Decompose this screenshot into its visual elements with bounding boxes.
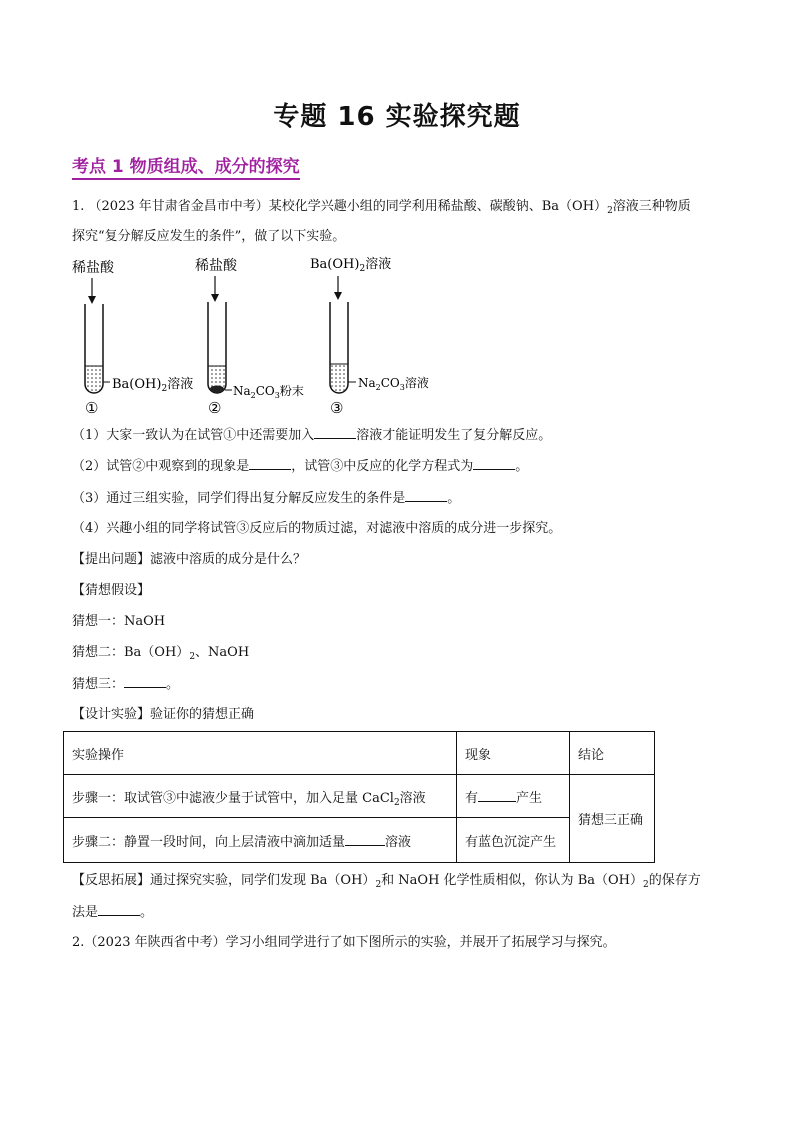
table-header-conclusion: 结论: [570, 732, 655, 775]
q1-line2: 探究“复分解反应发生的条件”，做了以下实验。: [72, 229, 346, 244]
table-row1-operation: 步骤一：取试管③中滤液少量于试管中，加入足量 CaCl$_2$溶液: [64, 775, 457, 818]
tube3-number: ③: [330, 399, 344, 417]
guess-1: 猜想一：NaOH: [72, 614, 166, 629]
q1-part3: （3）通过三组实验，同学们得出复分解反应发生的条件是 。: [72, 491, 461, 506]
q1-part1: （1）大家一致认为在试管①中还需要加入 溶液才能证明发生了复分解反应。: [72, 428, 552, 443]
tube2-side-label: $Na_2CO_3$粉末: [233, 384, 304, 400]
tube2-top-label: 稀盐酸: [195, 258, 237, 274]
tube2-number: ②: [208, 399, 222, 417]
tube2-powder: [210, 386, 224, 393]
table-row2-operation: 步骤二：静置一段时间，向上层清液中滴加适量 溶液: [64, 818, 457, 863]
experiment-table: [63, 731, 655, 863]
tube1-liquid: [86, 366, 102, 392]
tube1-top-label: 稀盐酸: [72, 260, 114, 276]
reflect-line2: 法是 。: [72, 905, 154, 920]
tube3-liquid: [331, 364, 347, 392]
table-header-operation: 实验操作: [64, 732, 457, 775]
question-2: 2.（2023 年陕西省中考）学习小组同学进行了如下图所示的实验，并展开了拓展学习与探究。: [72, 935, 616, 950]
guess-heading: 【猜想假设】: [72, 583, 151, 598]
guess-2: 猜想二：$Ba(OH)_2$、NaOH: [72, 645, 250, 662]
table-header-phenomenon: 现象: [457, 732, 570, 775]
section-heading: 考点 1 物质组成、成分的探究: [72, 152, 300, 180]
tube3-top-label: $Ba(OH)_2$溶液: [310, 257, 392, 274]
table-row2-phenomenon: 有蓝色沉淀产生: [457, 818, 570, 863]
page-title: 专题 16 实验探究题: [273, 102, 521, 132]
q1-part4: （4）兴趣小组的同学将试管③反应后的物质过滤，对滤液中溶质的成分进一步探究。: [72, 521, 562, 536]
q1-line1: 1. （2023 年甘肃省金昌市中考）某校化学兴趣小组的同学利用稀盐酸、碳酸钠、$Ba(OH)_2$溶液三种物质: [72, 199, 691, 216]
tube1-number: ①: [85, 399, 99, 417]
q1-part2: （2）试管②中观察到的现象是 ，试管③中反应的化学方程式为 。: [72, 459, 529, 474]
table-row1-phenomenon: 有 产生: [457, 775, 570, 818]
table-conclusion: 猜想三正确: [570, 775, 655, 863]
reflect-line1: 【反思拓展】通过探究实验，同学们发现 $Ba(OH)_2$和 NaOH 化学性质相似，你认为 $Ba(OH)_2$的保存方: [72, 873, 701, 890]
ask-question: 【提出问题】滤液中溶质的成分是什么？: [72, 552, 307, 567]
test-tube-figure: [62, 252, 462, 422]
tube3-side-label: $Na_2CO_3$溶液: [358, 376, 429, 392]
guess-3: 猜想三： 。: [72, 677, 180, 692]
design-heading: 【设计实验】验证你的猜想正确: [72, 707, 255, 722]
tube1-side-label: $Ba(OH)_2$溶液: [112, 377, 194, 394]
